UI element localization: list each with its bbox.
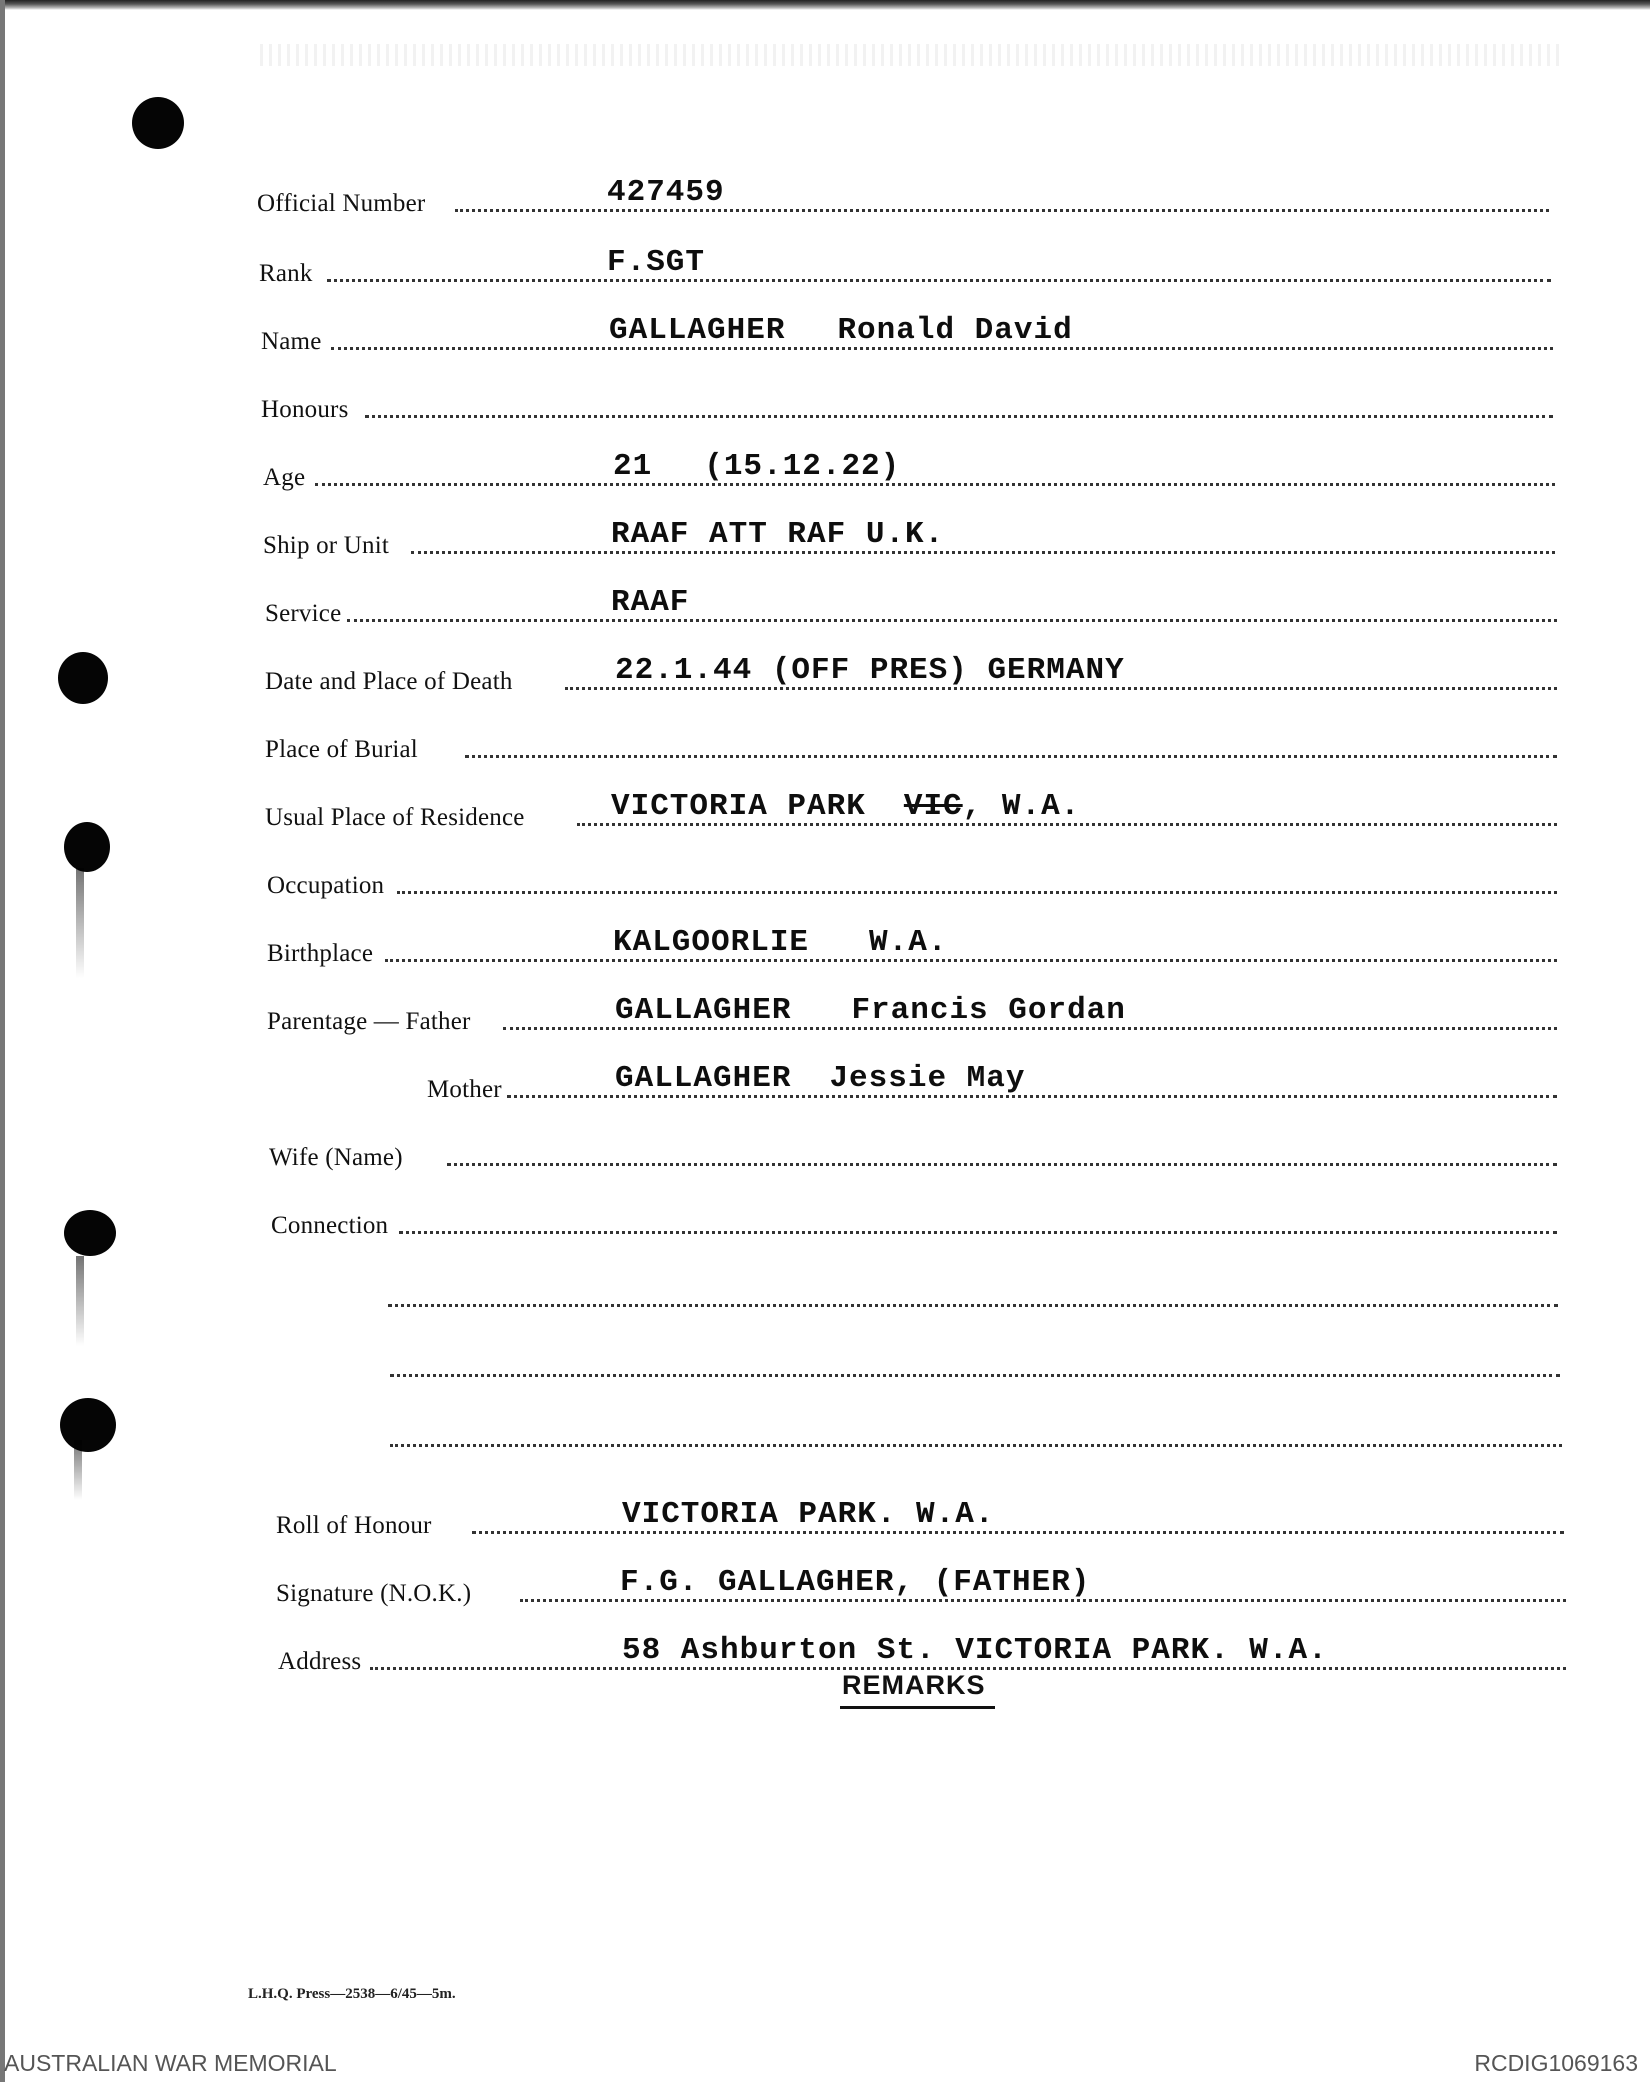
field-value [613,926,947,960]
dotted-leader [465,755,1557,758]
field-value: 22.1.44 (OFF PRES) GERMANY [615,653,1125,688]
punch-hole-smear [74,1440,82,1500]
surname: GALLAGHER [609,313,786,348]
struck-state: VIC [903,789,963,824]
field-place-of-burial [265,724,1557,764]
punch-hole-smear [76,1256,84,1346]
field-age [263,449,1555,492]
field-ship-or-unit [263,517,1555,560]
field-label: Roll of Honour [276,1512,432,1539]
field-label: Signature (N.O.K.) [276,1580,472,1607]
field-label: Rank [259,260,313,287]
field-label: Connection [271,1212,389,1239]
surname: GALLAGHER [615,993,792,1028]
dotted-leader [327,279,1551,282]
field-label: Date and Place of Death [265,668,513,695]
remarks-heading: REMARKS [842,1670,986,1700]
blank-dotted-line [388,1304,1558,1307]
remarks-underline [840,1706,995,1709]
given-names: Ronald David [837,313,1073,348]
scan-top-edge [0,0,1650,10]
field-value [615,1062,1025,1096]
record-reference: RCDIG1069163 [1474,2050,1638,2076]
field-official-number [257,175,1549,218]
field-birthplace [267,925,1557,968]
field-value: 58 Ashburton St. VICTORIA PARK. W.A. [622,1633,1328,1668]
scan-bleedthrough [260,44,1560,66]
dotted-leader [315,483,1555,486]
blank-dotted-line [390,1444,1562,1447]
field-wife [269,1132,1557,1172]
punch-hole [64,822,110,872]
field-value: F.G. GALLAGHER, (FATHER) [620,1565,1091,1600]
field-rank [259,245,1551,288]
field-label: Birthplace [267,940,374,967]
field-value: RAAF [611,585,690,620]
field-label: Ship or Unit [263,532,390,559]
field-mother [267,1061,1557,1104]
field-value: 427459 [607,175,725,210]
institution-name: AUSTRALIAN WAR MEMORIAL [4,2050,337,2076]
field-value: VICTORIA PARK VIC, W.A. [611,789,1081,824]
field-value: RAAF ATT RAF U.K. [611,517,945,552]
field-date-place-of-death [265,653,1557,696]
field-value [609,314,1073,348]
punch-hole-smear [76,868,84,978]
field-label: Parentage — Father [267,1008,471,1035]
field-value [613,450,900,484]
town: KALGOORLIE [613,925,810,960]
dotted-leader [411,551,1555,554]
field-label: Place of Burial [265,736,418,763]
punch-hole [58,652,108,704]
field-service [265,585,1557,628]
date-of-birth: (15.12.22) [704,449,901,484]
dotted-leader [447,1163,1557,1166]
field-label: Mother [427,1076,502,1103]
printer-imprint: L.H.Q. Press—2538—6/45—5m. [248,1986,456,2002]
dotted-leader [365,415,1553,418]
field-label: Service [265,600,342,627]
state: W.A. [869,925,948,960]
field-value: F.SGT [607,245,706,280]
age-years: 21 [613,449,653,484]
field-label: Occupation [267,872,385,899]
field-signature [276,1565,1566,1608]
scan-left-edge [0,0,5,2082]
field-label: Usual Place of Residence [265,804,525,831]
field-occupation [267,860,1557,900]
field-label: Official Number [257,190,426,217]
field-father [267,993,1557,1036]
field-honours [261,384,1553,424]
state: W.A. [1001,789,1081,824]
dotted-leader [397,891,1557,894]
field-label: Name [261,328,322,355]
field-value [615,994,1126,1028]
field-label: Address [278,1648,362,1675]
dotted-leader [399,1231,1557,1234]
dotted-leader [347,619,1557,622]
field-value: VICTORIA PARK. W.A. [622,1497,995,1532]
field-label: Honours [261,396,349,423]
punch-hole [60,1398,116,1452]
punch-hole [64,1210,116,1256]
given-names: Jessie May [829,1061,1026,1096]
punch-hole [132,97,184,149]
dotted-leader [385,959,1557,962]
field-label: Wife (Name) [269,1144,403,1171]
blank-dotted-line [390,1374,1560,1377]
field-connection [271,1200,1557,1240]
surname: GALLAGHER [615,1061,792,1096]
suburb: VICTORIA PARK [611,789,866,824]
field-roll-of-honour [276,1497,1564,1540]
field-usual-residence [265,789,1557,832]
field-label: Age [263,464,306,491]
field-name [261,313,1553,356]
given-names: Francis Gordan [851,993,1126,1028]
